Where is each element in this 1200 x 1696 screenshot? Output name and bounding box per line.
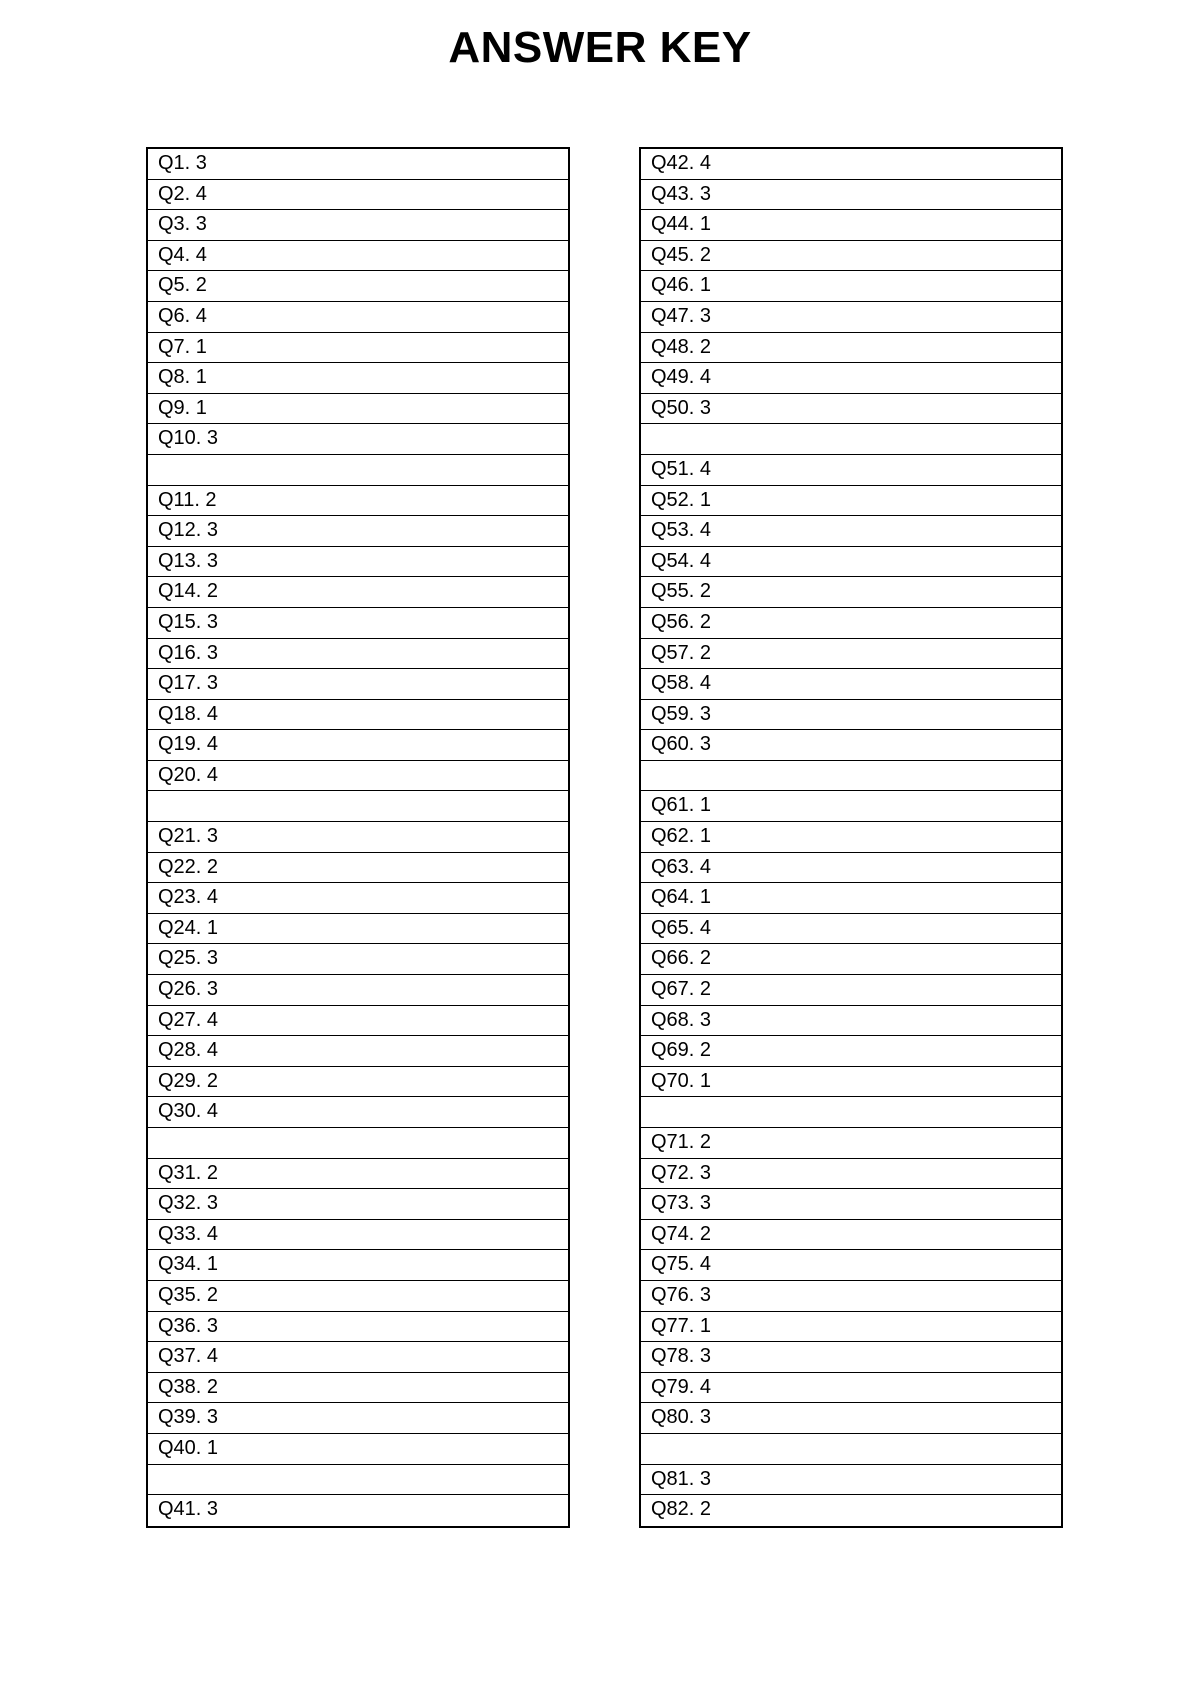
answer-row: Q77. 1 [641, 1312, 1061, 1343]
answer-row: Q45. 2 [641, 241, 1061, 272]
answer-row: Q81. 3 [641, 1465, 1061, 1496]
answer-row: Q82. 2 [651, 1498, 712, 1521]
answer-row-blank [641, 1434, 1061, 1465]
answer-table-right [639, 147, 1063, 1528]
answer-row: Q9. 1 [148, 394, 568, 425]
answer-row: Q23. 4 [148, 883, 568, 914]
answer-table-left [146, 147, 570, 1528]
answer-row: Q66. 2 [641, 944, 1061, 975]
answer-row: Q62. 1 [641, 822, 1061, 853]
answer-row: Q4. 4 [148, 241, 568, 272]
answer-row: Q13. 3 [148, 547, 568, 578]
answer-row: Q8. 1 [148, 363, 568, 394]
answer-row: Q42. 4 [641, 149, 1061, 180]
answer-row: Q7. 1 [148, 333, 568, 364]
answer-row: Q67. 2 [641, 975, 1061, 1006]
answer-row-blank [148, 791, 568, 822]
answer-row: Q3. 3 [148, 210, 568, 241]
answer-row: Q33. 4 [148, 1220, 568, 1251]
answer-row: Q36. 3 [148, 1312, 568, 1343]
answer-row: Q11. 2 [148, 486, 568, 517]
answer-row: Q73. 3 [641, 1189, 1061, 1220]
answer-row-blank [641, 1097, 1061, 1128]
answer-row: Q19. 4 [148, 730, 568, 761]
answer-row: Q6. 4 [148, 302, 568, 333]
answer-row: Q46. 1 [641, 271, 1061, 302]
answer-row: Q31. 2 [148, 1159, 568, 1190]
answer-row: Q57. 2 [641, 639, 1061, 670]
answer-row: Q24. 1 [148, 914, 568, 945]
answer-row: Q65. 4 [641, 914, 1061, 945]
answer-row: Q40. 1 [148, 1434, 568, 1465]
answer-row: Q78. 3 [641, 1342, 1061, 1373]
answer-row: Q30. 4 [148, 1097, 568, 1128]
answer-row: Q16. 3 [148, 639, 568, 670]
answer-row: Q74. 2 [641, 1220, 1061, 1251]
answer-row: Q69. 2 [641, 1036, 1061, 1067]
answer-row: Q64. 1 [641, 883, 1061, 914]
answer-row: Q61. 1 [641, 791, 1061, 822]
answer-row: Q76. 3 [641, 1281, 1061, 1312]
answer-row: Q34. 1 [148, 1250, 568, 1281]
answer-row: Q75. 4 [641, 1250, 1061, 1281]
answer-row-blank [148, 455, 568, 486]
answer-row: Q47. 3 [641, 302, 1061, 333]
answer-row: Q15. 3 [148, 608, 568, 639]
answer-row: Q49. 4 [641, 363, 1061, 394]
answer-row: Q2. 4 [148, 180, 568, 211]
answer-row: Q29. 2 [148, 1067, 568, 1098]
answer-row: Q60. 3 [641, 730, 1061, 761]
answer-row: Q43. 3 [641, 180, 1061, 211]
answer-row: Q52. 1 [641, 486, 1061, 517]
answer-row: Q17. 3 [148, 669, 568, 700]
answer-row-blank [641, 761, 1061, 792]
answer-row-blank [148, 1128, 568, 1159]
answer-row: Q63. 4 [641, 853, 1061, 884]
answer-row: Q14. 2 [148, 577, 568, 608]
page-title: ANSWER KEY [448, 23, 752, 72]
answer-row: Q53. 4 [641, 516, 1061, 547]
answer-row: Q32. 3 [148, 1189, 568, 1220]
answer-row: Q22. 2 [148, 853, 568, 884]
answer-row: Q10. 3 [148, 424, 568, 455]
answer-row: Q59. 3 [641, 700, 1061, 731]
answer-row: Q68. 3 [641, 1006, 1061, 1037]
answer-row: Q26. 3 [148, 975, 568, 1006]
answer-row: Q18. 4 [148, 700, 568, 731]
answer-row: Q12. 3 [148, 516, 568, 547]
answer-row: Q27. 4 [148, 1006, 568, 1037]
answer-row: Q54. 4 [641, 547, 1061, 578]
answer-row: Q35. 2 [148, 1281, 568, 1312]
answer-row: Q28. 4 [148, 1036, 568, 1067]
answer-row: Q25. 3 [148, 944, 568, 975]
answer-row-blank [641, 424, 1061, 455]
answer-row: Q71. 2 [641, 1128, 1061, 1159]
answer-row: Q48. 2 [641, 333, 1061, 364]
answer-row: Q58. 4 [641, 669, 1061, 700]
answer-row: Q38. 2 [148, 1373, 568, 1404]
answer-row: Q51. 4 [641, 455, 1061, 486]
answer-row: Q79. 4 [641, 1373, 1061, 1404]
answer-row: Q21. 3 [148, 822, 568, 853]
answer-row: Q41. 3 [158, 1498, 219, 1521]
answer-row: Q70. 1 [641, 1067, 1061, 1098]
answer-row: Q56. 2 [641, 608, 1061, 639]
answer-row: Q20. 4 [148, 761, 568, 792]
answer-row: Q50. 3 [641, 394, 1061, 425]
answer-row: Q39. 3 [148, 1403, 568, 1434]
answer-row: Q80. 3 [641, 1403, 1061, 1434]
answer-row-blank [148, 1465, 568, 1496]
answer-row: Q55. 2 [641, 577, 1061, 608]
answer-row: Q1. 3 [148, 149, 568, 180]
answer-row: Q5. 2 [148, 271, 568, 302]
answer-row: Q37. 4 [148, 1342, 568, 1373]
answer-row: Q44. 1 [641, 210, 1061, 241]
answer-row: Q72. 3 [641, 1159, 1061, 1190]
